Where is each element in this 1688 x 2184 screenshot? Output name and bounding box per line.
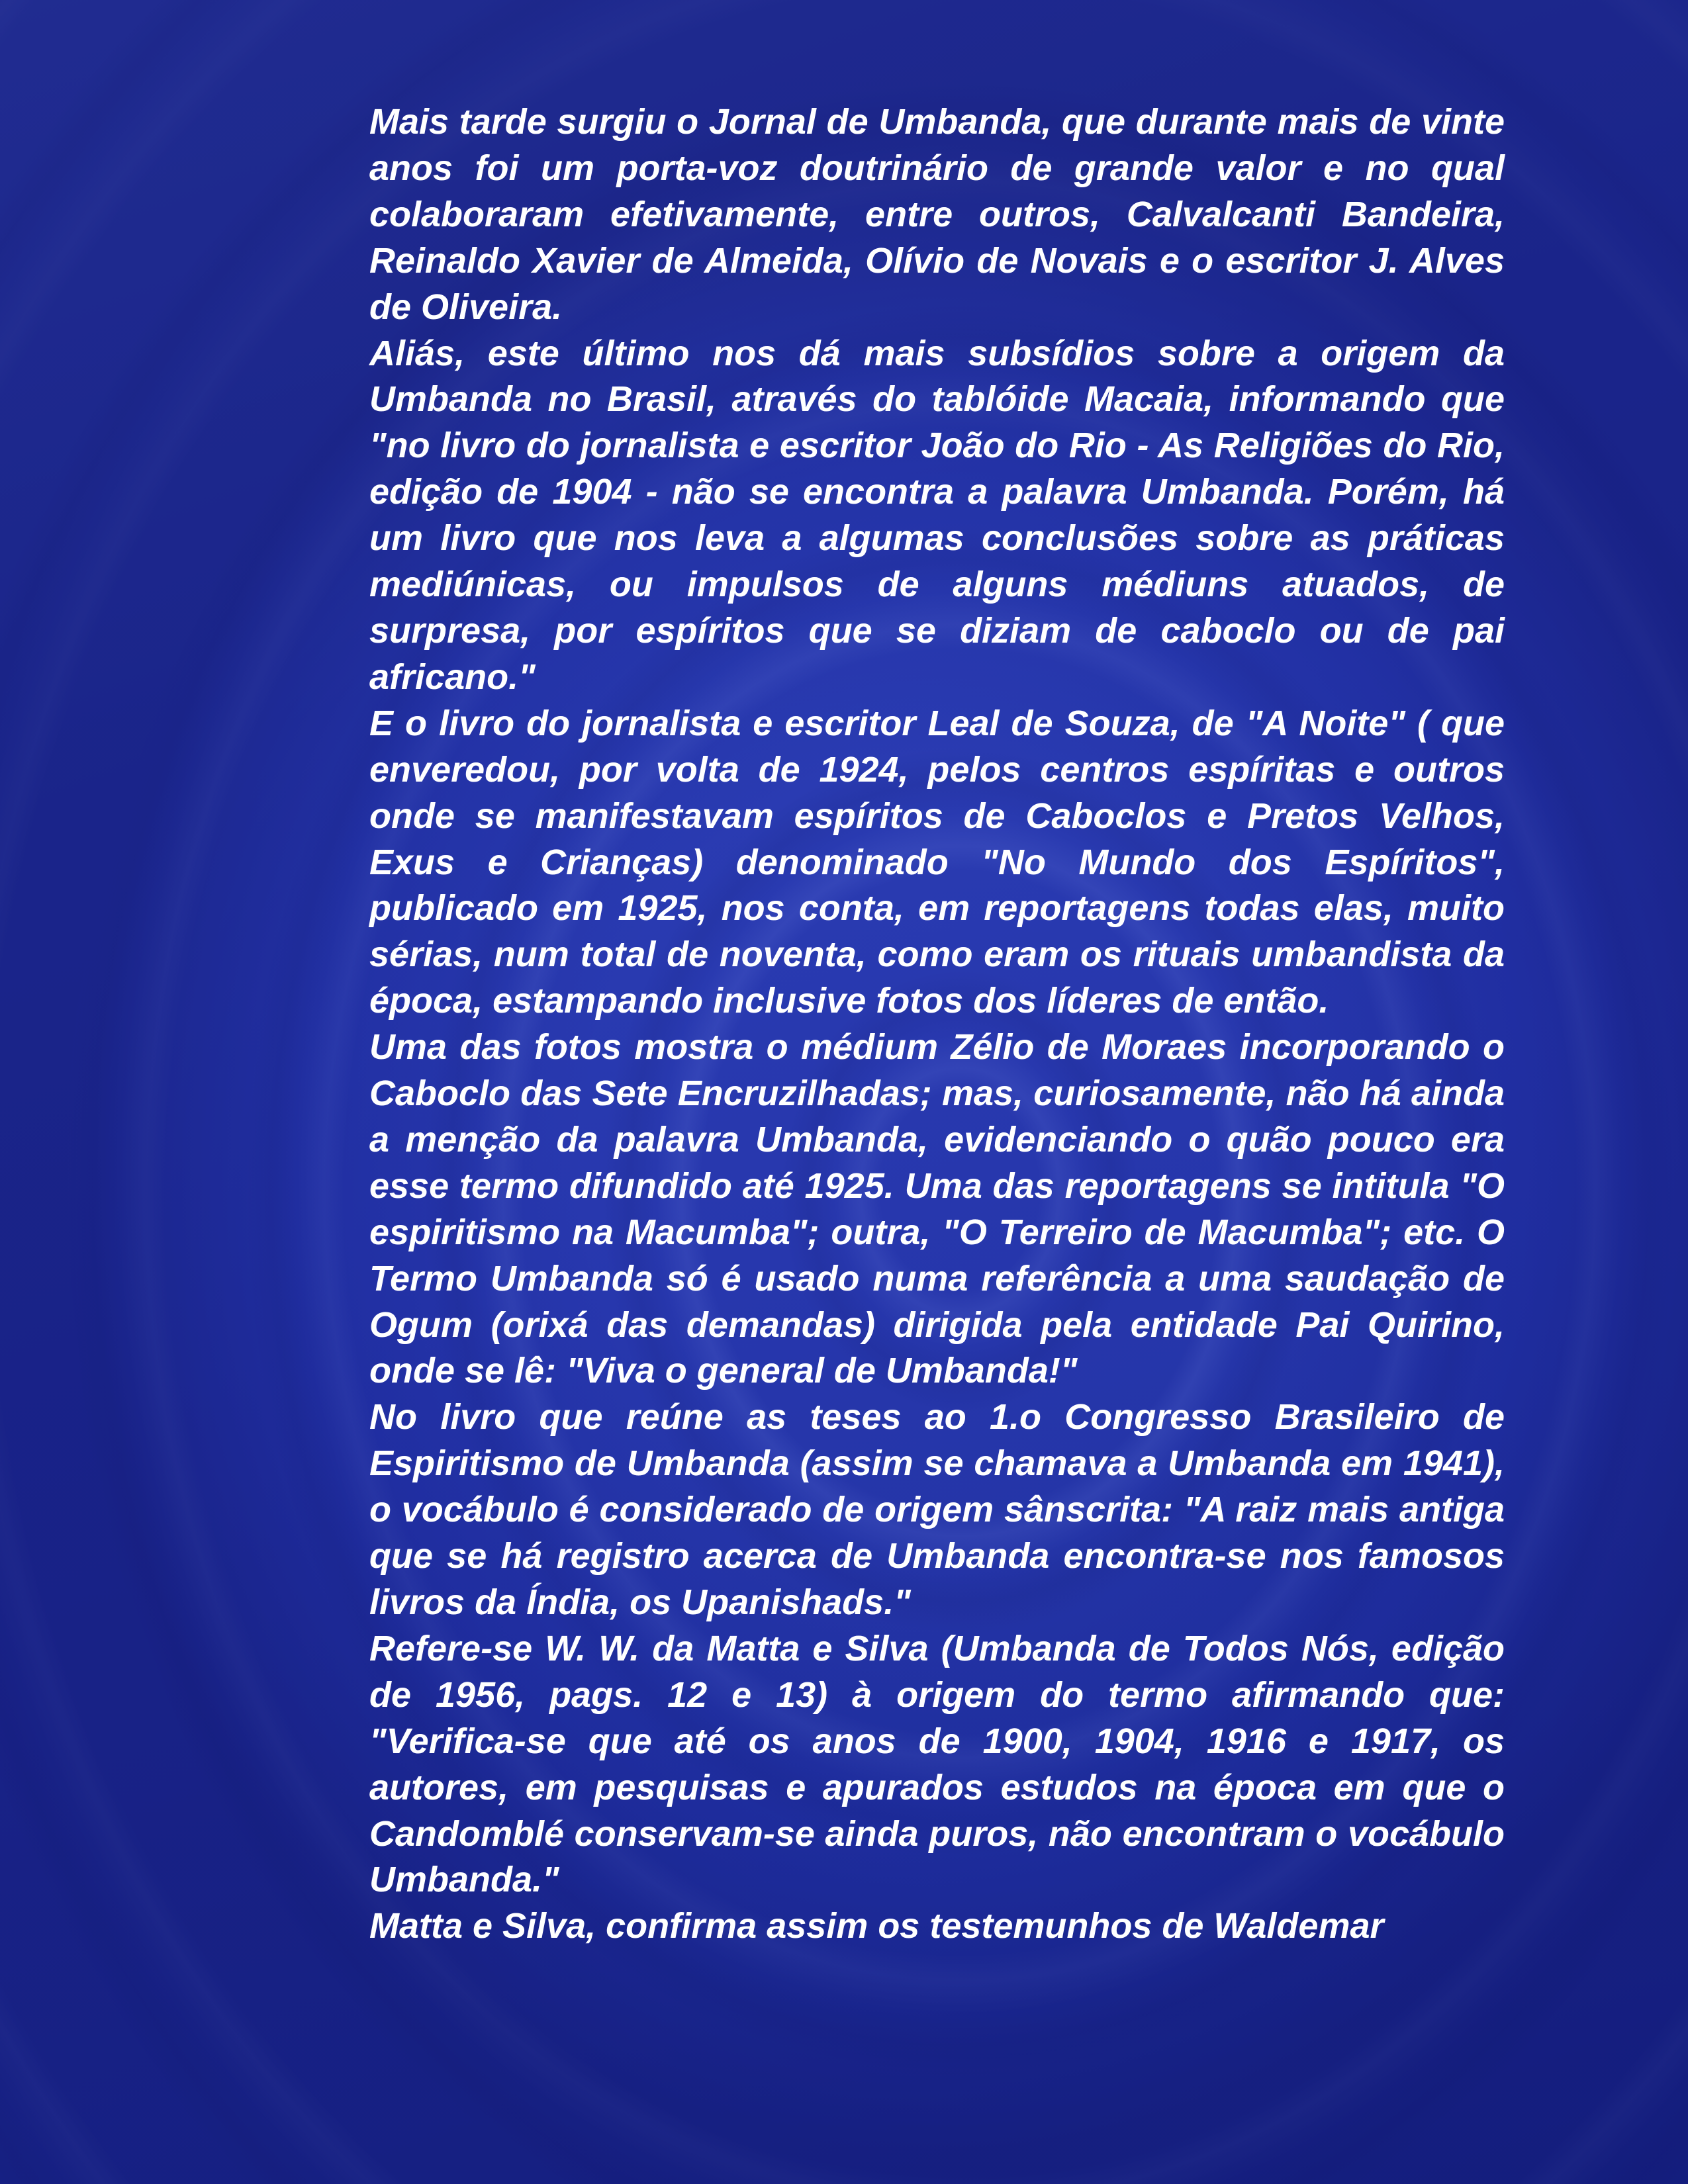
paragraph: No livro que reúne as teses ao 1.o Congresso Brasileiro de Espiritismo de Umbanda (assim se chamava a Umbanda em 1941), o vocábulo é considerado de origem sânscrita: "A raiz mais antiga que se há registro acerca de Umbanda encontra-se nos famosos livros da Índia, os Upanishads." — [369, 1397, 1505, 1622]
paragraph: Aliás, este último nos dá mais subsídios sobre a origem da Umbanda no Brasil, através do tablóide Macaia, informando que "no livro do jornalista e escritor João do Rio - As Religiões do Rio, edição de 1904 - não se encontra a palavra Umbanda. Porém, há um livro que nos leva a algumas conclusões sobre as práticas mediúnicas, ou impulsos de alguns médiuns atuados, de surpresa, por espíritos que se diziam de caboclo ou de pai africano." — [369, 333, 1505, 697]
paragraph: Refere-se W. W. da Matta e Silva (Umbanda de Todos Nós, edição de 1956, pags. 12 e 13) à origem do termo afirmando que: "Verifica-se que até os anos de 1900, 1904, 1916 e 1917, os autores, em pesquisas e apurados estudos na época em que o Candomblé conservam-se ainda puros, não encontram o vocábulo Umbanda." — [369, 1628, 1505, 1900]
text-block — [369, 99, 1505, 1950]
paragraph: E o livro do jornalista e escritor Leal de Souza, de "A Noite" ( que enveredou, por volta de 1924, pelos centros espíritas e outros onde se manifestavam espíritos de Caboclos e Pretos Velhos, Exus e Crianças) denominado "No Mundo dos Espíritos", publicado em 1925, nos conta, em reportagens todas elas, muito sérias, num total de noventa, como eram os rituais umbandista da época, estampando inclusive fotos dos líderes de então. — [369, 703, 1505, 1021]
paragraph: Uma das fotos mostra o médium Zélio de Moraes incorporando o Caboclo das Sete Encruzilhadas; mas, curiosamente, não há ainda a menção da palavra Umbanda, evidenciando o quão pouco era esse termo difundido até 1925. Uma das reportagens se intitula "O espiritismo na Macumba"; outra, "O Terreiro de Macumba"; etc. O Termo Umbanda só é usado numa referência a uma saudação de Ogum (orixá das demandas) dirigida pela entidade Pai Quirino, onde se lê: "Viva o general de Umbanda!" — [369, 1027, 1505, 1391]
paragraph: Matta e Silva, confirma assim os testemunhos de Waldemar — [369, 1906, 1384, 1946]
paragraph: Mais tarde surgiu o Jornal de Umbanda, que durante mais de vinte anos foi um porta-voz doutrinário de grande valor e no qual colaboraram efetivamente, entre outros, Calvalcanti Bandeira, Reinaldo Xavier de Almeida, Olívio de Novais e o escritor J. Alves de Oliveira. — [369, 102, 1505, 327]
